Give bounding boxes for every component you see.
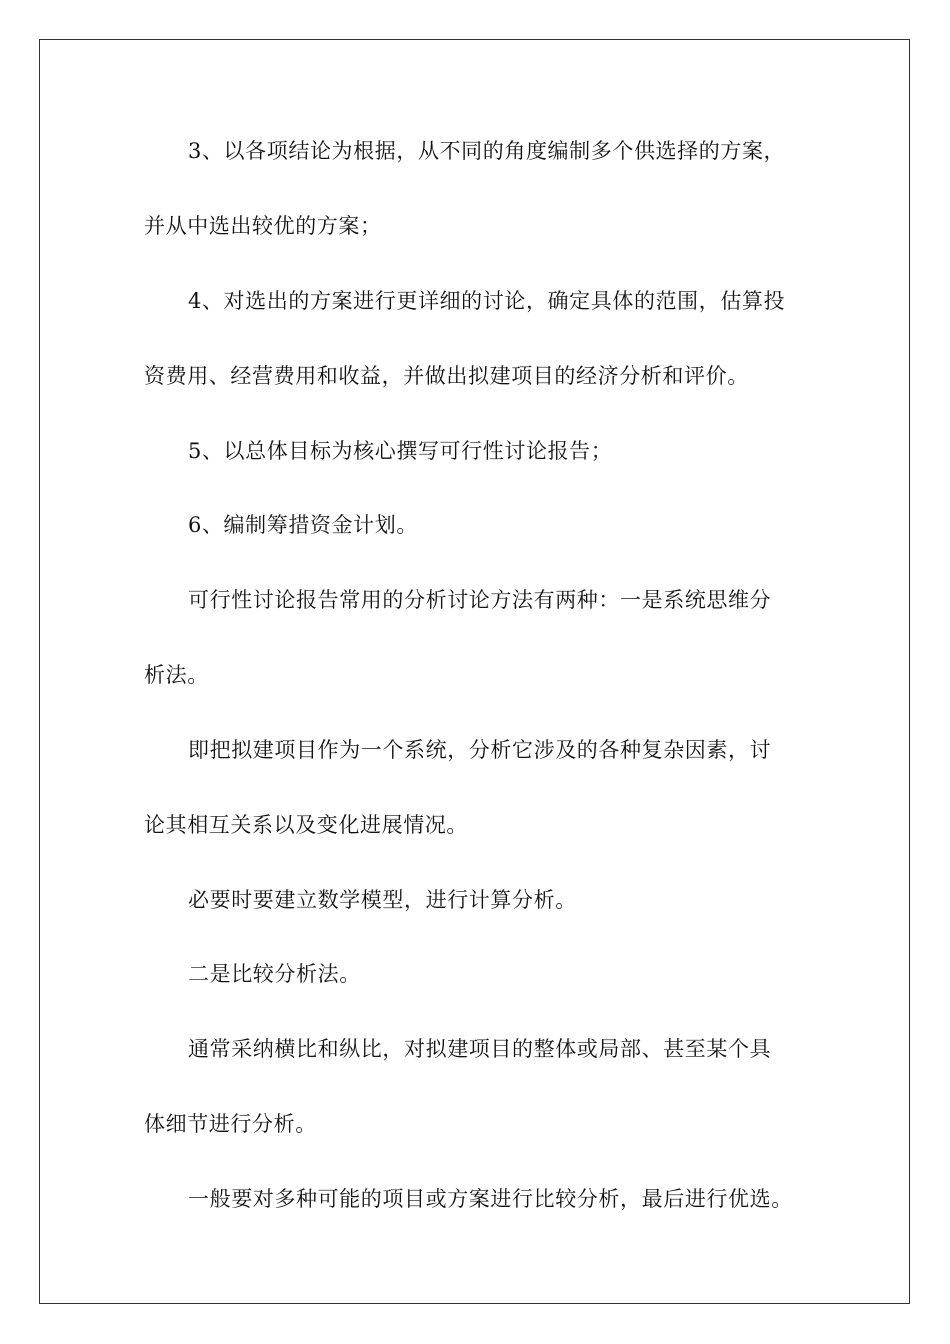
paragraph-line: 资费用、经营费用和收益，并做出拟建项目的经济分析和评价。 [144, 364, 749, 388]
paragraph-line: 即把拟建项目作为一个系统，分析它涉及的各种复杂因素，讨 [188, 738, 772, 762]
page-frame [39, 39, 910, 1304]
paragraph-line: 5、以总体目标为核心撰写可行性讨论报告； [188, 439, 613, 463]
paragraph-line: 6、编制筹措资金计划。 [188, 513, 418, 537]
paragraph-line: 论其相互关系以及变化进展情况。 [144, 813, 468, 837]
paragraph-line: 可行性讨论报告常用的分析讨论方法有两种：一是系统思维分 [188, 588, 772, 612]
paragraph-line: 4、对选出的方案进行更详细的讨论，确定具体的范围，估算投 [188, 289, 786, 313]
paragraph-line: 二是比较分析法。 [188, 962, 361, 986]
paragraph-line: 必要时要建立数学模型，进行计算分析。 [188, 888, 577, 912]
paragraph-line: 析法。 [144, 663, 209, 687]
paragraph-line: 体细节进行分析。 [144, 1112, 317, 1136]
paragraph-line: 3、以各项结论为根据，从不同的角度编制多个供选择的方案， [188, 139, 786, 163]
paragraph-line: 一般要对多种可能的项目或方案进行比较分析，最后进行优选。 [188, 1187, 793, 1211]
paragraph-line: 通常采纳横比和纵比，对拟建项目的整体或局部、甚至某个具 [188, 1037, 772, 1061]
paragraph-line: 并从中选出较优的方案； [144, 214, 382, 238]
